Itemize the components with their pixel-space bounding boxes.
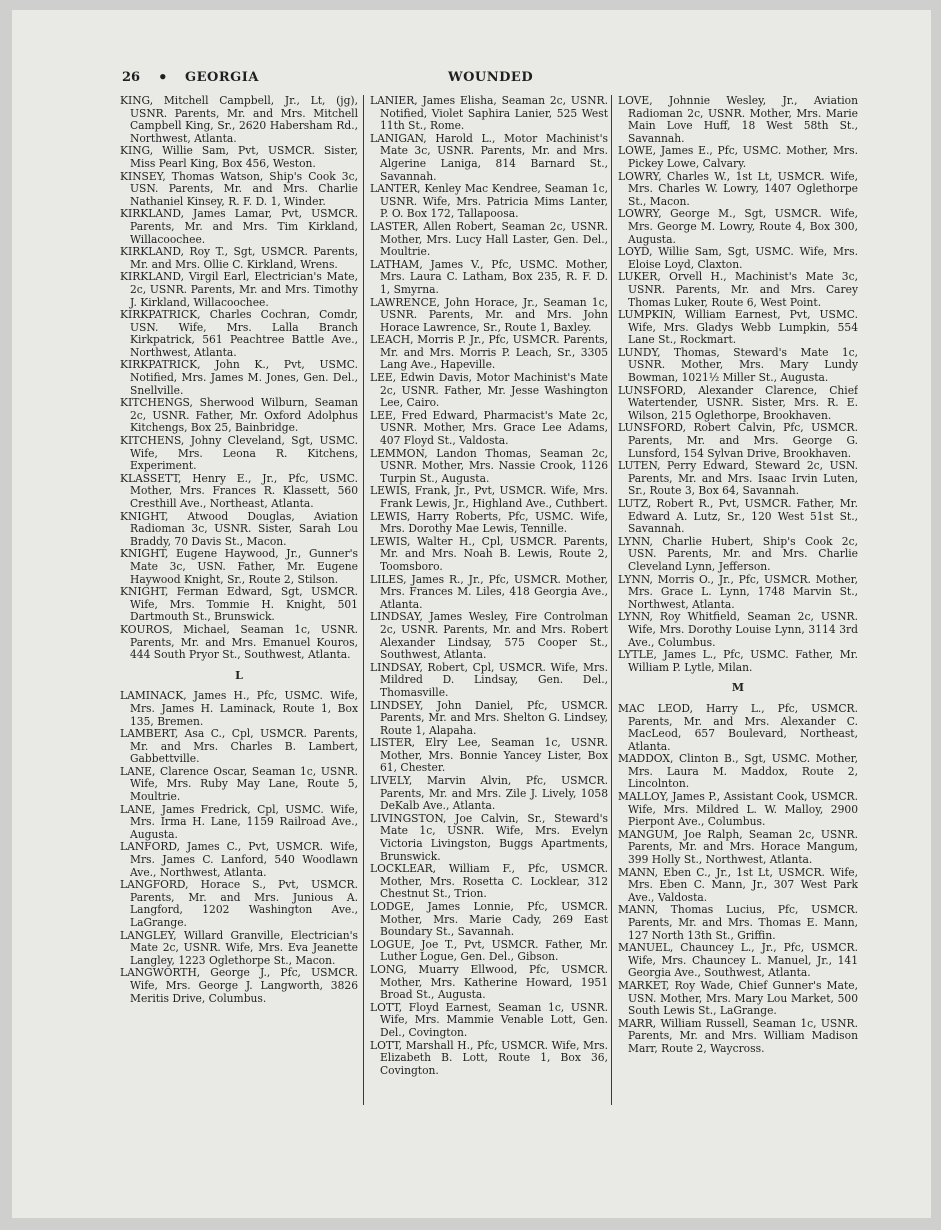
column-1 xyxy=(120,95,358,1105)
casualty-entry: LAMBERT, Asa C., Cpl, USMCR. Parents, Mr. and Mrs. Charles B. Lambert, Gabbettville. xyxy=(120,727,358,766)
casualty-entry: LINDSAY, Robert, Cpl, USMCR. Wife, Mrs. Mildred D. Lindsay, Gen. Del., Thomasville. xyxy=(370,660,608,699)
casualty-entry: KOUROS, Michael, Seaman 1c, USNR. Parents, Mr. and Mrs. Emanuel Kouros, 444 South Pryor St., Southwest, Atlanta. xyxy=(120,622,358,662)
casualty-entry: LIVINGSTON, Joe Calvin, Sr., Steward's Mate 1c, USNR. Wife, Mrs. Evelyn Victoria Livingston, Buggs Apartments, Brunswick. xyxy=(370,811,608,863)
casualty-entry: LOTT, Marshall H., Pfc, USMCR. Wife, Mrs. Elizabeth B. Lott, Route 1, Box 36, Covington. xyxy=(370,1038,608,1077)
casualty-entry: MALLOY, James P., Assistant Cook, USMCR. Wife, Mrs. Mildred L. W. Malloy, 2900 Pierpont Ave., Columbus. xyxy=(618,790,858,829)
casualty-entry: LYNN, Charlie Hubert, Ship's Cook 2c, USN. Parents, Mr. and Mrs. Charlie Cleveland Lynn, Jefferson. xyxy=(618,534,858,573)
casualty-entry: LEE, Edwin Davis, Motor Machinist's Mate 2c, USNR. Father, Mr. Jesse Washington Lee, Cairo. xyxy=(370,371,608,410)
casualty-entry: LANE, James Fredrick, Cpl, USMC. Wife, Mrs. Irma H. Lane, 1159 Railroad Ave., Augusta. xyxy=(120,802,358,841)
casualty-entry: MANN, Thomas Lucius, Pfc, USMCR. Parents, Mr. and Mrs. Thomas E. Mann, 127 North 13th St., Griffin. xyxy=(618,903,858,942)
casualty-entry: LAMINACK, James H., Pfc, USMC. Wife, Mrs. James H. Laminack, Route 1, Box 135, Bremen. xyxy=(120,689,358,728)
casualty-entry: KLASSETT, Henry E., Jr., Pfc, USMC. Mother, Mrs. Frances R. Klassett, 560 Cresthill Ave., Northeast, Atlanta. xyxy=(120,471,358,510)
casualty-entry: LEE, Fred Edward, Pharmacist's Mate 2c, USNR. Mother, Mrs. Grace Lee Adams, 407 Floyd St., Valdosta. xyxy=(370,408,608,448)
casualty-entry: KIRKPATRICK, Charles Cochran, Comdr, USN. Wife, Mrs. Lalla Branch Kirkpatrick, 561 Peachtree Battle Ave., Northwest, Atlanta. xyxy=(120,308,358,359)
casualty-entry: LUTEN, Perry Edward, Steward 2c, USN. Parents, Mr. and Mrs. Isaac Irvin Luten, Sr., Route 3, Box 64, Savannah. xyxy=(618,459,858,498)
casualty-entry: LOTT, Floyd Earnest, Seaman 1c, USNR. Wife, Mrs. Mammie Venable Lott, Gen. Del., Covington. xyxy=(370,1000,608,1039)
casualty-entry: LASTER, Allen Robert, Seaman 2c, USNR. Mother, Mrs. Lucy Hall Laster, Gen. Del., Moultrie. xyxy=(370,219,608,259)
casualty-entry: LUNDY, Thomas, Steward's Mate 1c, USNR. Mother, Mrs. Mary Lundy Bowman, 1021½ Miller St., Augusta. xyxy=(618,345,858,385)
casualty-entry: LANGWORTH, George J., Pfc, USMCR. Wife, Mrs. George J. Langworth, 3826 Meritis Drive, Columbus. xyxy=(120,966,358,1005)
casualty-entry: LEWIS, Walter H., Cpl, USMCR. Parents, Mr. and Mrs. Noah B. Lewis, Route 2, Toomsboro. xyxy=(370,534,608,573)
casualty-entry: LAWRENCE, John Horace, Jr., Seaman 1c, USNR. Parents, Mr. and Mrs. John Horace Lawrence, Sr., Route 1, Baxley. xyxy=(370,295,608,334)
section-letter: L xyxy=(235,668,243,682)
casualty-entry: LIVELY, Marvin Alvin, Pfc, USMCR. Parents, Mr. and Mrs. Zile J. Lively, 1058 DeKalb Ave., Atlanta. xyxy=(370,774,608,813)
casualty-entry: LINDSAY, James Wesley, Fire Controlman 2c, USNR. Parents, Mr. and Mrs. Robert Alexander Lindsay, 575 Cooper St., Southwest, Atlanta. xyxy=(370,610,608,662)
casualty-entry: LUKER, Orvell H., Machinist's Mate 3c, USNR. Parents, Mr. and Mrs. Carey Thomas Luker, Route 6, West Point. xyxy=(618,270,858,309)
casualty-entry: KING, Mitchell Campbell, Jr., Lt, (jg), USNR. Parents, Mr. and Mrs. Mitchell Campbell King, Sr., 2620 Habersham Rd., Northwest, Atlanta. xyxy=(120,95,358,145)
casualty-entry: LOYD, Willie Sam, Sgt, USMC. Wife, Mrs. Eloise Loyd, Claxton. xyxy=(618,245,858,271)
casualty-entry: LANTER, Kenley Mac Kendree, Seaman 1c, USNR. Wife, Mrs. Patricia Mims Lanter, P. O. Box 172, Tallapoosa. xyxy=(370,182,608,221)
casualty-entry: LEMMON, Landon Thomas, Seaman 2c, USNR. Mother, Mrs. Nassie Crook, 1126 Turpin St., Augusta. xyxy=(370,446,608,485)
casualty-entry: LOWRY, Charles W., 1st Lt, USMCR. Wife, Mrs. Charles W. Lowry, 1407 Oglethorpe St., Macon. xyxy=(618,169,858,208)
casualty-entry: KING, Willie Sam, Pvt, USMCR. Sister, Miss Pearl King, Box 456, Weston. xyxy=(120,144,358,170)
casualty-entry: LEWIS, Frank, Jr., Pvt, USMCR. Wife, Mrs. Frank Lewis, Jr., Highland Ave., Cuthbert. xyxy=(370,484,608,510)
casualty-entry: LILES, James R., Jr., Pfc, USMCR. Mother, Mrs. Frances M. Liles, 418 Georgia Ave., Atlanta. xyxy=(370,572,608,611)
casualty-entry: LODGE, James Lonnie, Pfc, USMCR. Mother, Mrs. Marie Cady, 269 East Boundary St., Savannah. xyxy=(370,900,608,939)
section-letter: M xyxy=(731,681,745,695)
casualty-entry: LOGUE, Joe T., Pvt, USMCR. Father, Mr. Luther Logue, Gen. Del., Gibson. xyxy=(370,937,608,964)
casualty-entry: LEWIS, Harry Roberts, Pfc, USMC. Wife, Mrs. Dorothy Mae Lewis, Tennille. xyxy=(370,509,608,536)
casualty-entry: LINDSEY, John Daniel, Pfc, USMCR. Parents, Mr. and Mrs. Shelton G. Lindsey, Route 1, Alapaha. xyxy=(370,698,608,737)
casualty-entry: KIRKLAND, James Lamar, Pvt, USMCR. Parents, Mr. and Mrs. Tim Kirkland, Willacoochee. xyxy=(120,207,358,246)
casualty-entry: MADDOX, Clinton B., Sgt, USMC. Mother, Mrs. Laura M. Maddox, Route 2, Lincolnton. xyxy=(618,752,858,791)
casualty-entry: LISTER, Elry Lee, Seaman 1c, USNR. Mother, Mrs. Bonnie Yancey Lister, Box 61, Chester. xyxy=(370,736,608,775)
column-2 xyxy=(370,95,608,1105)
casualty-entry: LUTZ, Robert R., Pvt, USMCR. Father, Mr. Edward A. Lutz, Sr., 120 West 51st St., Savannah. xyxy=(618,497,858,536)
casualty-entry: LUMPKIN, William Earnest, Pvt, USMC. Wife, Mrs. Gladys Webb Lumpkin, 554 Lane St., Rockmart. xyxy=(618,308,858,347)
casualty-entry: LANE, Clarence Oscar, Seaman 1c, USNR. Wife, Mrs. Ruby May Lane, Route 5, Moultrie. xyxy=(120,764,358,804)
casualty-entry: LATHAM, James V., Pfc, USMC. Mother, Mrs. Laura C. Latham, Box 235, R. F. D. 1, Smyrna. xyxy=(370,257,608,296)
casualty-entry: LANGLEY, Willard Granville, Electrician's Mate 2c, USNR. Wife, Mrs. Eva Jeanette Langley, 1223 Oglethorpe St., Macon. xyxy=(120,928,358,967)
casualty-entry: LOVE, Johnnie Wesley, Jr., Aviation Radioman 2c, USNR. Mother, Mrs. Marie Main Love Huff, 18 West 58th St., Savannah. xyxy=(618,95,858,145)
casualty-entry: KITCHENGS, Sherwood Wilburn, Seaman 2c, USNR. Father, Mr. Oxford Adolphus Kitchengs, Box 25, Bainbridge. xyxy=(120,396,358,435)
header-bullet: • xyxy=(158,68,168,86)
section-title: WOUNDED xyxy=(448,70,534,85)
casualty-entry: MARR, William Russell, Seaman 1c, USNR. Parents, Mr. and Mrs. William Madison Marr, Route 2, Waycross. xyxy=(618,1016,858,1055)
casualty-entry: MARKET, Roy Wade, Chief Gunner's Mate, USN. Mother, Mrs. Mary Lou Market, 500 South Lewis St., LaGrange. xyxy=(618,978,858,1018)
page-number: 26 xyxy=(122,70,141,85)
column-divider xyxy=(363,95,364,1105)
casualty-entry: MANN, Eben C., Jr., 1st Lt, USMCR. Wife, Mrs. Eben C. Mann, Jr., 307 West Park Ave., Valdosta. xyxy=(618,865,858,904)
casualty-entry: LANIGAN, Harold L., Motor Machinist's Mate 3c, USNR. Parents, Mr. and Mrs. Algerine Laniga, 814 Barnard St., Savannah. xyxy=(370,131,608,183)
casualty-entry: KNIGHT, Atwood Douglas, Aviation Radioman 3c, USNR. Sister, Sarah Lou Braddy, 70 Davis St., Macon. xyxy=(120,509,358,548)
casualty-entry: LYTLE, James L., Pfc, USMC. Father, Mr. William P. Lytle, Milan. xyxy=(618,648,858,674)
casualty-entry: KINSEY, Thomas Watson, Ship's Cook 3c, USN. Parents, Mr. and Mrs. Charlie Nathaniel Kinsey, R. F. D. 1, Winder. xyxy=(120,169,358,208)
casualty-entry: LONG, Muarry Ellwood, Pfc, USMCR. Mother, Mrs. Katherine Howard, 1951 Broad St., Augusta. xyxy=(370,962,608,1002)
casualty-entry: LANGFORD, Horace S., Pvt, USMCR. Parents, Mr. and Mrs. Junious A. Langford, 1202 Washington Ave., LaGrange. xyxy=(120,878,358,929)
casualty-entry: LUNSFORD, Alexander Clarence, Chief Watertender, USNR. Sister, Mrs. R. E. Wilson, 215 Oglethorpe, Brookhaven. xyxy=(618,383,858,422)
casualty-entry: MAC LEOD, Harry L., Pfc, USMCR. Parents, Mr. and Mrs. Alexander C. MacLeod, 657 Boulevard, Northeast, Atlanta. xyxy=(618,701,858,753)
page-header xyxy=(122,70,860,90)
casualty-entry: KIRKPATRICK, John K., Pvt, USMC. Notified, Mrs. James M. Jones, Gen. Del., Snellville. xyxy=(120,358,358,397)
casualty-entry: LOCKLEAR, William F., Pfc, USMCR. Mother, Mrs. Rosetta C. Locklear, 312 Chestnut St., Trion. xyxy=(370,862,608,901)
casualty-entry: LEACH, Morris P. Jr., Pfc, USMCR. Parents, Mr. and Mrs. Morris P. Leach, Sr., 3305 Lang Ave., Hapeville. xyxy=(370,333,608,372)
casualty-entry: KNIGHT, Ferman Edward, Sgt, USMCR. Wife, Mrs. Tommie H. Knight, 501 Dartmouth St., Brunswick. xyxy=(120,585,358,624)
column-3 xyxy=(618,95,858,1105)
casualty-entry: KITCHENS, Johny Cleveland, Sgt, USMC. Wife, Mrs. Leona R. Kitchens, Experiment. xyxy=(120,434,358,473)
casualty-entry: MANUEL, Chauncey L., Jr., Pfc, USMCR. Wife, Mrs. Chauncey L. Manuel, Jr., 141 Georgia Ave., Southwest, Atlanta. xyxy=(618,941,858,980)
casualty-entry: LOWRY, George M., Sgt, USMCR. Wife, Mrs. George M. Lowry, Route 4, Box 300, Augusta. xyxy=(618,207,858,246)
state-title: GEORGIA xyxy=(185,70,259,85)
casualty-entry: LANIER, James Elisha, Seaman 2c, USNR. Notified, Violet Saphira Lanier, 525 West 11th St., Rome. xyxy=(370,95,608,133)
casualty-entry: KIRKLAND, Roy T., Sgt, USMCR. Parents, Mr. and Mrs. Ollie C. Kirkland, Wrens. xyxy=(120,245,358,271)
column-divider xyxy=(611,95,612,1105)
casualty-entry: LYNN, Roy Whitfield, Seaman 2c, USNR. Wife, Mrs. Dorothy Louise Lynn, 3114 3rd Ave., Columbus. xyxy=(618,610,858,649)
casualty-entry: LYNN, Morris O., Jr., Pfc, USMCR. Mother, Mrs. Grace L. Lynn, 1748 Marvin St., Northwest, Atlanta. xyxy=(618,572,858,611)
casualty-entry: KIRKLAND, Virgil Earl, Electrician's Mate, 2c, USNR. Parents, Mr. and Mrs. Timothy J. Kirkland, Willacoochee. xyxy=(120,270,358,309)
casualty-entry: LANFORD, James C., Pvt, USMCR. Wife, Mrs. James C. Lanford, 540 Woodlawn Ave., Northwest, Atlanta. xyxy=(120,840,358,879)
casualty-entry: MANGUM, Joe Ralph, Seaman 2c, USNR. Parents, Mr. and Mrs. Horace Mangum, 399 Holly St., Northwest, Atlanta. xyxy=(618,827,858,867)
casualty-entry: LUNSFORD, Robert Calvin, Pfc, USMCR. Parents, Mr. and Mrs. George G. Lunsford, 154 Sylvan Drive, Brookhaven. xyxy=(618,421,858,460)
casualty-entry: LOWE, James E., Pfc, USMC. Mother, Mrs. Pickey Lowe, Calvary. xyxy=(618,144,858,170)
casualty-entry: KNIGHT, Eugene Haywood, Jr., Gunner's Mate 3c, USN. Father, Mr. Eugene Haywood Knight, Sr., Route 2, Stilson. xyxy=(120,547,358,586)
